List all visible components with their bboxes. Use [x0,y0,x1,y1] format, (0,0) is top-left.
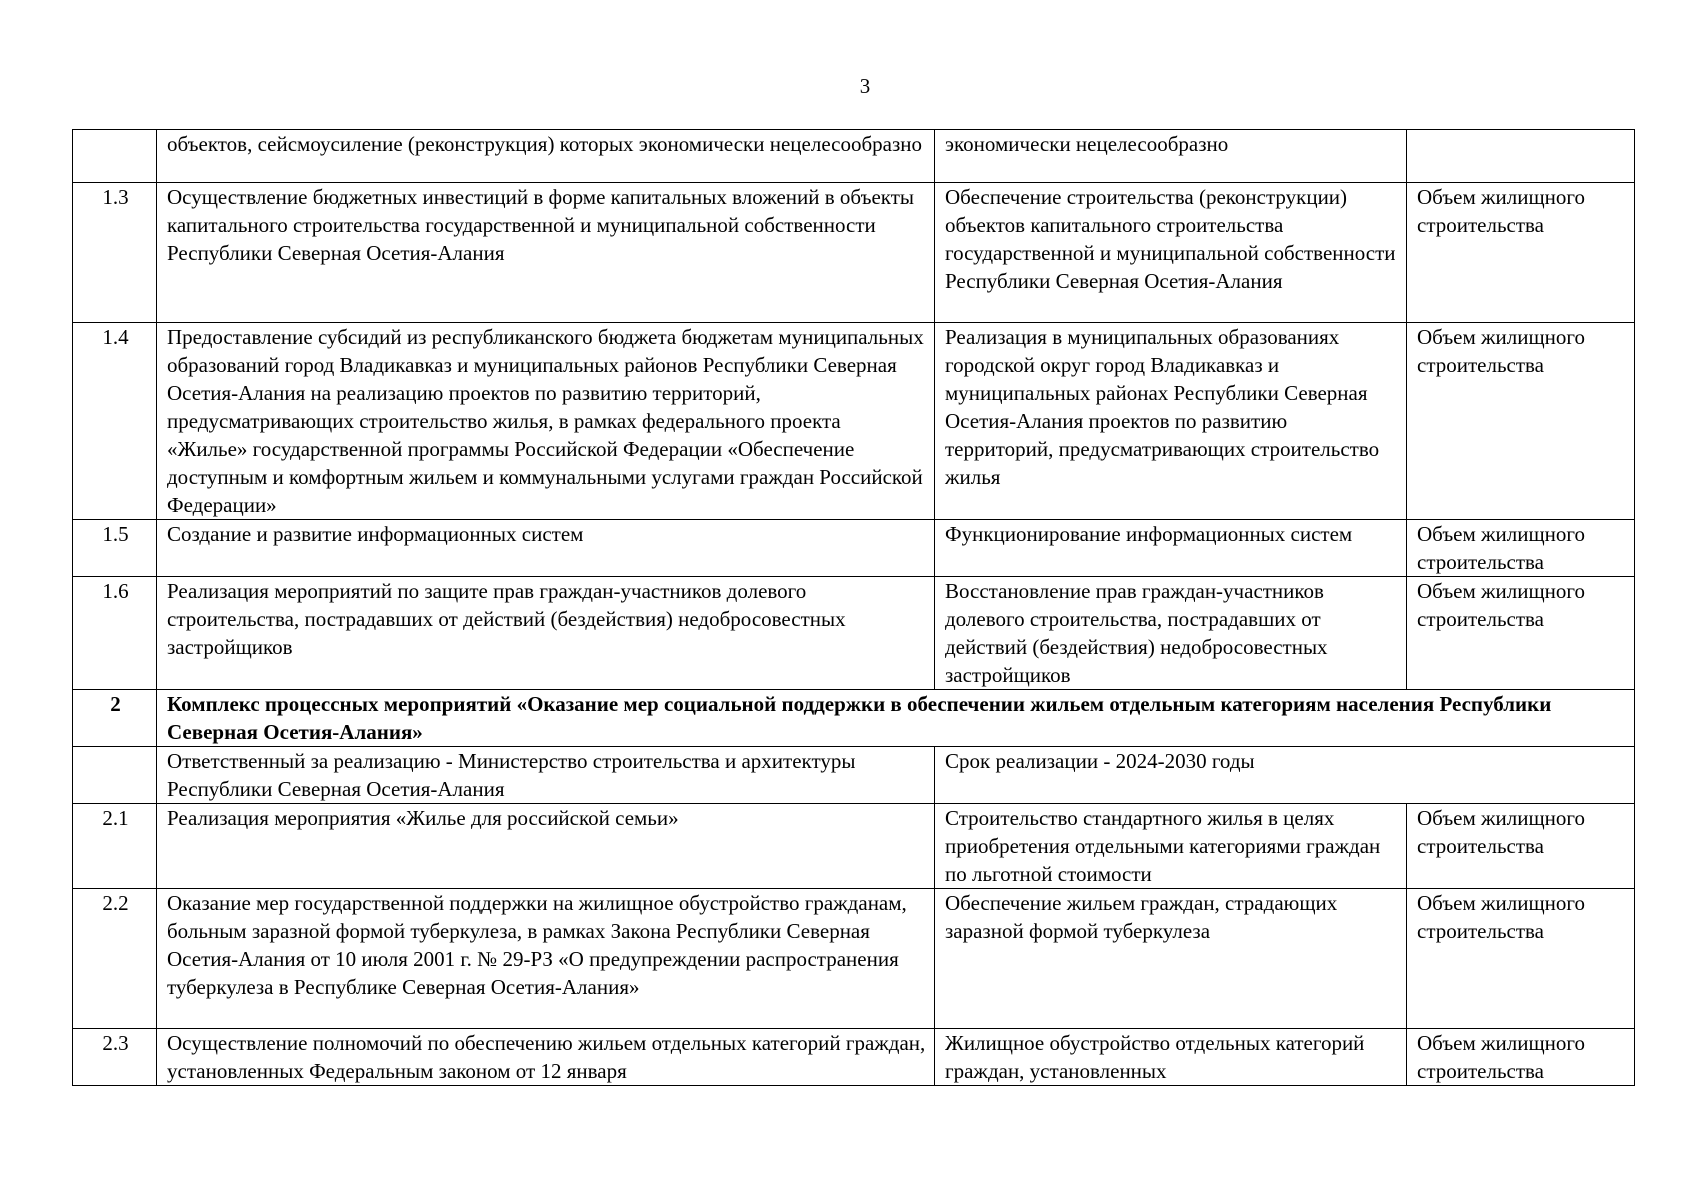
event-cell: Оказание мер государственной поддержки на жилищное обустройство гражданам, больным заразной формой туберкулеза, в рамках Закона Республики Северная Осетия-Алания от 10 июля 2001 г. № 29-РЗ «О предупреждении распространения туберкулеза в Республике Северная Осетия-Алания» [157,889,935,1029]
activities-table [72,129,1635,1086]
row-number: 2.2 [73,889,157,1029]
indicator-cell: Объем жилищного строительства [1407,577,1635,690]
responsible-cell: Ответственный за реализацию - Министерство строительства и архитектуры Республики Северная Осетия-Алания [157,747,935,804]
section-header-row [73,690,1635,747]
indicator-cell: Объем жилищного строительства [1407,1029,1635,1086]
indicator-cell: Объем жилищного строительства [1407,889,1635,1029]
result-cell: экономически нецелесообразно [935,130,1407,183]
event-cell: Предоставление субсидий из республиканского бюджета бюджетам муниципальных образований город Владикавказ и муниципальных районов Республики Северная Осетия-Алания на реализацию проектов по развитию территорий, предусматривающих строительство жилья, в рамках федерального проекта «Жилье» государственной программы Российской Федерации «Обеспечение доступным и комфортным жильем и коммунальными услугами граждан Российской Федерации» [157,323,935,520]
row-number: 1.6 [73,577,157,690]
result-cell: Строительство стандартного жилья в целях приобретения отдельными категориями граждан по льготной стоимости [935,804,1407,889]
term-cell: Срок реализации - 2024-2030 годы [935,747,1635,804]
section-title: Комплекс процессных мероприятий «Оказание мер социальной поддержки в обеспечении жильем отдельным категориям населения Республики Северная Осетия-Алания» [157,690,1635,747]
result-cell: Жилищное обустройство отдельных категорий граждан, установленных [935,1029,1407,1086]
table-row [73,323,1635,520]
section-number: 2 [73,690,157,747]
row-number [73,130,157,183]
page-number: 3 [859,74,871,98]
row-number: 2.3 [73,1029,157,1086]
row-number: 1.3 [73,183,157,323]
event-cell: Осуществление бюджетных инвестиций в форме капитальных вложений в объекты капитального строительства государственной и муниципальной собственности Республики Северная Осетия-Алания [157,183,935,323]
table-row [73,804,1635,889]
result-cell: Функционирование информационных систем [935,520,1407,577]
table-row [73,183,1635,323]
result-cell: Реализация в муниципальных образованиях городской округ город Владикавказ и муниципальных районах Республики Северная Осетия-Алания проектов по развитию территорий, предусматривающих строительство жилья [935,323,1407,520]
section-meta-row [73,747,1635,804]
event-cell: Реализация мероприятия «Жилье для российской семьи» [157,804,935,889]
result-cell: Обеспечение строительства (реконструкции) объектов капитального строительства государственной и муниципальной собственности Республики Северная Осетия-Алания [935,183,1407,323]
indicator-cell [1407,130,1635,183]
indicator-cell: Объем жилищного строительства [1407,183,1635,323]
row-number: 1.4 [73,323,157,520]
indicator-cell: Объем жилищного строительства [1407,323,1635,520]
result-cell: Обеспечение жильем граждан, страдающих заразной формой туберкулеза [935,889,1407,1029]
table-row [73,889,1635,1029]
row-number: 2.1 [73,804,157,889]
indicator-cell: Объем жилищного строительства [1407,520,1635,577]
event-cell: Реализация мероприятий по защите прав граждан-участников долевого строительства, пострадавших от действий (бездействия) недобросовестных застройщиков [157,577,935,690]
event-cell: Осуществление полномочий по обеспечению жильем отдельных категорий граждан, установленных Федеральным законом от 12 января [157,1029,935,1086]
event-cell: объектов, сейсмоусиление (реконструкция) которых экономически нецелесообразно [157,130,935,183]
indicator-cell: Объем жилищного строительства [1407,804,1635,889]
table-row [73,520,1635,577]
table-row [73,1029,1635,1086]
empty-cell [73,747,157,804]
table-row [73,130,1635,183]
result-cell: Восстановление прав граждан-участников долевого строительства, пострадавших от действий (бездействия) недобросовестных застройщиков [935,577,1407,690]
row-number: 1.5 [73,520,157,577]
table-row [73,577,1635,690]
event-cell: Создание и развитие информационных систем [157,520,935,577]
